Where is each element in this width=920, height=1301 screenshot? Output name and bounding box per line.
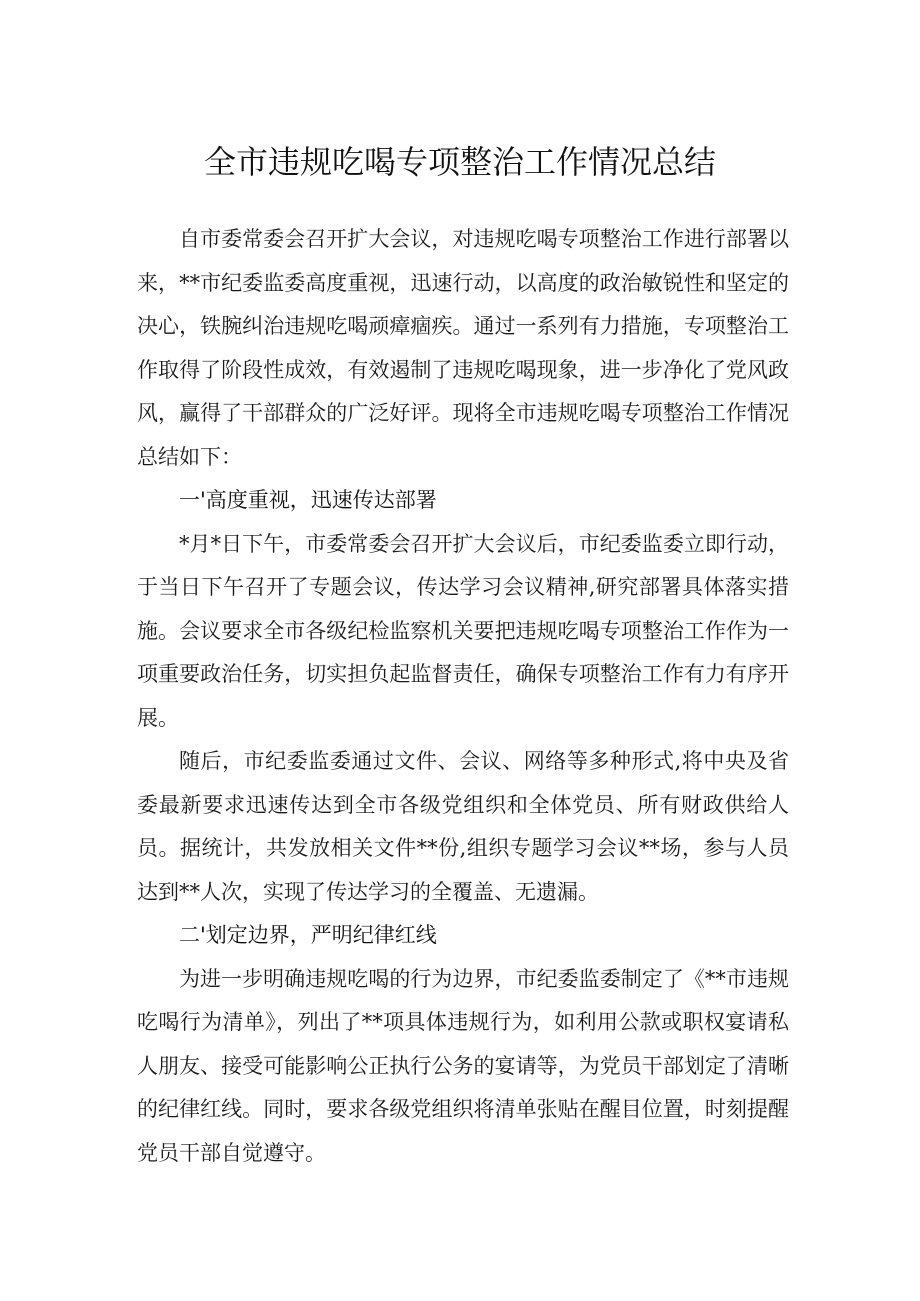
paragraph-intro: 自市委常委会召开扩大会议，对违规吃喝专项整治工作进行部署以来，**市纪委监委高度重视，迅速行动，以高度的政治敏锐性和坚定的决心，铁腕纠治违规吃喝顽瘴痼疾。通过一系列有力措施，专项整治工作取得了阶段性成效，有效遏制了违规吃喝现象，进一步净化了党风政风，赢得了干部群众的广泛好评。现将全市违规吃喝专项整治工作情况总结如下： xyxy=(137,227,789,469)
paragraph-section1-a: *月*日下午，市委常委会召开扩大会议后，市纪委监委立即行动，于当日下午召开了专题会议，传达学习会议精神,研究部署具体落实措施。会议要求全市各级纪检监察机关要把违规吃喝专项整治工作作为一项重要政治任务，切实担负起监督责任，确保专项整治工作有力有序开展。 xyxy=(137,531,789,730)
section-heading-2: 二'划定边界，严明纪律红线 xyxy=(179,923,437,947)
document-title: 全市违规吃喝专项整治工作情况总结 xyxy=(203,143,716,181)
paragraph-section1-b: 随后，市纪委监委通过文件、会议、网络等多种形式,将中央及省委最新要求迅速传达到全市各级党组织和全体党员、所有财政供给人员。据统计，共发放相关文件**份,组织专题学习会议**场，参与人员达到**人次，实现了传达学习的全覆盖、无遗漏。 xyxy=(137,749,789,904)
section-heading-1: 一'高度重视，迅速传达部署 xyxy=(179,488,437,512)
paragraph-section2-a: 为进一步明确违规吃喝的行为边界，市纪委监委制定了《**市违规吃喝行为清单》，列出了**项具体违规行为，如利用公款或职权宴请私人朋友、接受可能影响公正执行公务的宴请等，为党员干部划定了清晰的纪律红线。同时，要求各级党组织将清单张贴在醒目位置，时刻提醒党员干部自觉遵守。 xyxy=(137,966,789,1165)
document-body xyxy=(137,218,789,1175)
